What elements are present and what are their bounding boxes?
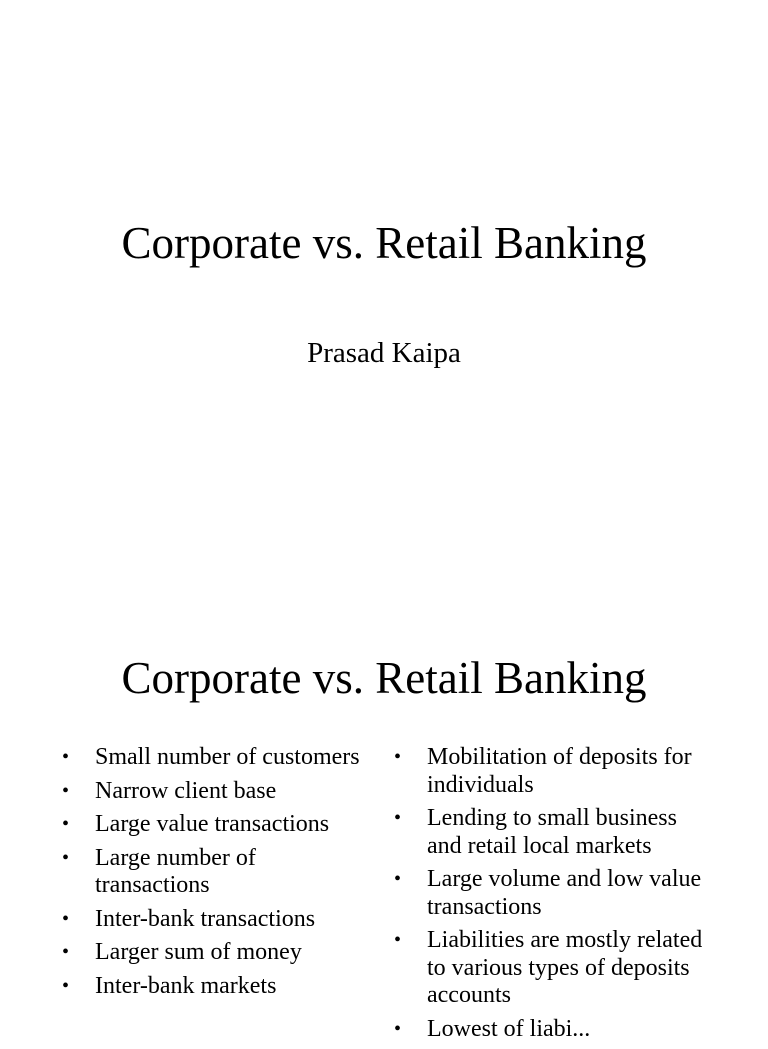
list-item-text: Large volume and low value transactions <box>427 866 702 920</box>
slide-title: Corporate vs. Retail Banking <box>121 218 647 268</box>
bullet-icon: • <box>62 974 70 997</box>
bullet-icon: • <box>62 846 70 869</box>
list-item-text: Larger sum of money <box>95 939 302 965</box>
list-item-text: Large number of transactions <box>95 844 256 898</box>
list-item-text: Inter-bank transactions <box>95 905 316 932</box>
list-item-text: Mobilitation of deposits for individuals <box>427 744 692 798</box>
bullet-icon: • <box>394 868 402 890</box>
list-item <box>62 778 362 806</box>
bullet-icon: • <box>62 813 70 835</box>
list-item <box>394 927 714 1010</box>
list-item-text: Narrow client base <box>95 777 277 804</box>
list-item-text: Lowest of liabi... <box>427 1015 591 1042</box>
list-item <box>62 973 362 1001</box>
list-item-text: Liabilities are mostly related to various types of deposits accounts <box>427 927 703 1008</box>
bullet-icon: • <box>394 807 402 829</box>
bullet-icon: • <box>62 907 70 930</box>
list-item-text: Large value transactions <box>95 811 330 837</box>
bullet-icon: • <box>62 941 70 963</box>
list-item <box>394 744 714 799</box>
bullet-icon: • <box>62 779 70 802</box>
list-item <box>62 939 362 967</box>
list-item <box>394 805 714 860</box>
right-bullet-list <box>394 744 714 1049</box>
bullet-icon: • <box>62 746 70 768</box>
list-item <box>394 866 714 921</box>
list-item <box>62 845 362 900</box>
list-item-text: Small number of customers <box>95 744 360 770</box>
list-item-text: Inter-bank markets <box>95 972 277 999</box>
list-item <box>394 1016 714 1044</box>
slide-title: Corporate vs. Retail Banking <box>121 653 647 703</box>
content-slide <box>0 610 768 1042</box>
bullet-icon: • <box>394 746 402 768</box>
list-item <box>62 906 362 934</box>
list-item-text: Lending to small business and retail local markets <box>427 805 677 859</box>
bullet-icon: • <box>394 929 402 951</box>
list-item <box>62 744 362 772</box>
left-bullet-list <box>62 744 362 1006</box>
bullet-icon: • <box>394 1017 402 1040</box>
list-item <box>62 811 362 839</box>
slide-author: Prasad Kaipa <box>307 337 461 369</box>
